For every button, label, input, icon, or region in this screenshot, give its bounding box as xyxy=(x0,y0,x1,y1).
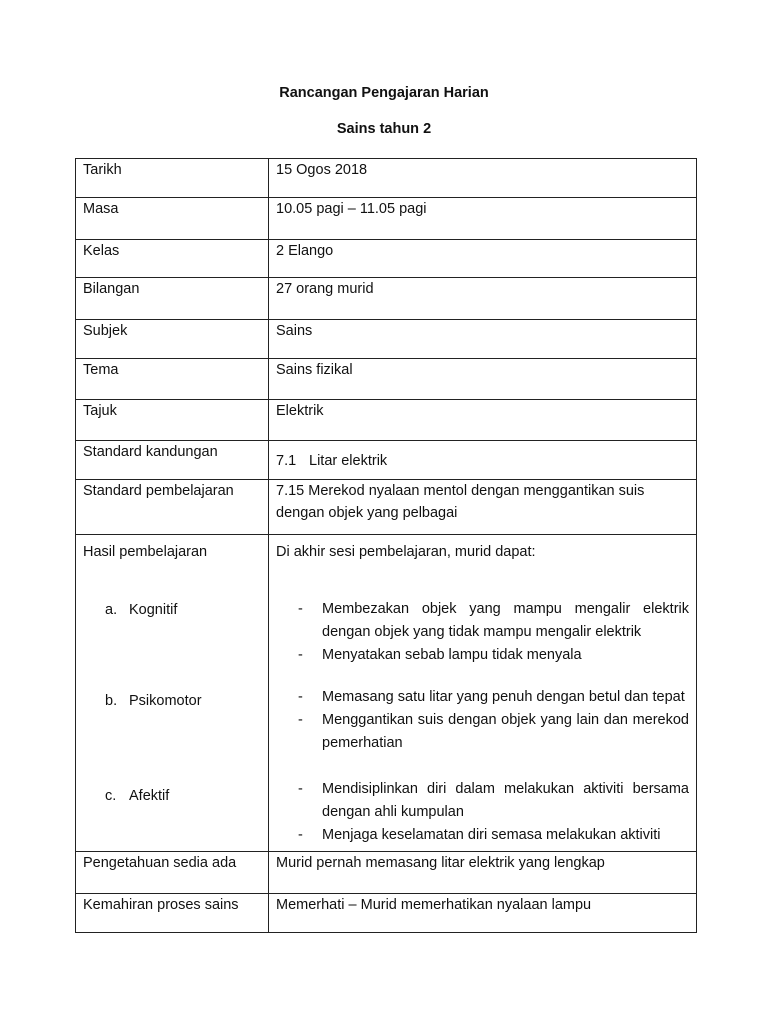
list-item: - Menggantikan suis dengan objek yang lain dan merekod pemerhatian xyxy=(276,709,689,755)
document-subtitle: Sains tahun 2 xyxy=(336,121,432,137)
list-item: - Mendisiplinkan diri dalam melakukan aktiviti bersama dengan ahli kumpulan xyxy=(276,778,689,824)
row-value: Murid pernah memasang litar elektrik yang lengkap xyxy=(269,852,697,894)
domain-kognitif xyxy=(105,599,177,621)
row-value: Sains fizikal xyxy=(269,359,697,400)
row-label: Kelas xyxy=(76,240,269,278)
table-row xyxy=(76,320,697,359)
row-label: Bilangan xyxy=(76,278,269,320)
table-row xyxy=(76,278,697,320)
domain-afektif xyxy=(105,785,169,807)
row-label xyxy=(76,535,269,852)
psikomotor-list xyxy=(276,686,689,755)
row-label: Tema xyxy=(76,359,269,400)
table-row xyxy=(76,535,697,852)
domain-name: Afektif xyxy=(129,788,170,804)
list-item: - Memasang satu litar yang penuh dengan betul dan tepat xyxy=(276,686,689,709)
table-row xyxy=(76,198,697,240)
domain-letter: c. xyxy=(105,788,117,804)
row-value: Sains xyxy=(269,320,697,359)
domain-name: Psikomotor xyxy=(129,693,202,709)
row-value xyxy=(269,441,697,480)
list-item: - Membezakan objek yang mampu mengalir elektrik dengan objek yang tidak mampu mengalir elektrik xyxy=(276,598,689,644)
standard-text: Litar elektrik xyxy=(309,453,388,469)
row-label: Tajuk xyxy=(76,400,269,441)
table-row xyxy=(76,441,697,480)
hasil-intro: Di akhir sesi pembelajaran, murid dapat: xyxy=(276,544,536,560)
row-label: Masa xyxy=(76,198,269,240)
domain-name: Kognitif xyxy=(129,602,178,618)
row-value: Memerhati – Murid memerhatikan nyalaan lampu xyxy=(269,894,697,933)
row-label: Pengetahuan sedia ada xyxy=(76,852,269,894)
table-row xyxy=(76,359,697,400)
document-title: Rancangan Pengajaran Harian xyxy=(279,85,489,101)
bullet-dash: - xyxy=(298,827,303,843)
table-row xyxy=(76,400,697,441)
hasil-objectives xyxy=(276,535,689,851)
bullet-dash: - xyxy=(298,712,303,728)
afektif-list xyxy=(276,778,689,847)
row-label: Kemahiran proses sains xyxy=(76,894,269,933)
table-row xyxy=(76,894,697,933)
hasil-domains xyxy=(83,535,261,851)
row-value: 15 Ogos 2018 xyxy=(269,159,697,198)
table-row xyxy=(76,480,697,535)
row-value: Elektrik xyxy=(269,400,697,441)
domain-psikomotor xyxy=(105,690,202,712)
hasil-label: Hasil pembelajaran xyxy=(83,544,208,560)
domain-letter: b. xyxy=(105,693,118,709)
row-label: Tarikh xyxy=(76,159,269,198)
table-row xyxy=(76,852,697,894)
bullet-dash: - xyxy=(298,781,303,797)
row-value: 7.15 Merekod nyalaan mentol dengan menggantikan suis dengan objek yang pelbagai xyxy=(269,480,697,535)
row-value: 10.05 pagi – 11.05 pagi xyxy=(269,198,697,240)
row-label: Standard pembelajaran xyxy=(76,480,269,535)
table-row xyxy=(76,159,697,198)
row-label: Standard kandungan xyxy=(76,441,269,480)
row-value: 2 Elango xyxy=(269,240,697,278)
lesson-plan-table xyxy=(75,158,697,933)
row-value xyxy=(269,535,697,852)
table-row xyxy=(76,240,697,278)
bullet-dash: - xyxy=(298,689,303,705)
standard-code: 7.1 xyxy=(276,453,297,469)
row-value: 27 orang murid xyxy=(269,278,697,320)
kognitif-list xyxy=(276,598,689,667)
bullet-dash: - xyxy=(298,601,303,617)
list-item: - Menyatakan sebab lampu tidak menyala xyxy=(276,644,689,667)
domain-letter: a. xyxy=(105,602,118,618)
row-label: Subjek xyxy=(76,320,269,359)
list-item: - Menjaga keselamatan diri semasa melakukan aktiviti xyxy=(276,824,689,847)
bullet-dash: - xyxy=(298,647,303,663)
